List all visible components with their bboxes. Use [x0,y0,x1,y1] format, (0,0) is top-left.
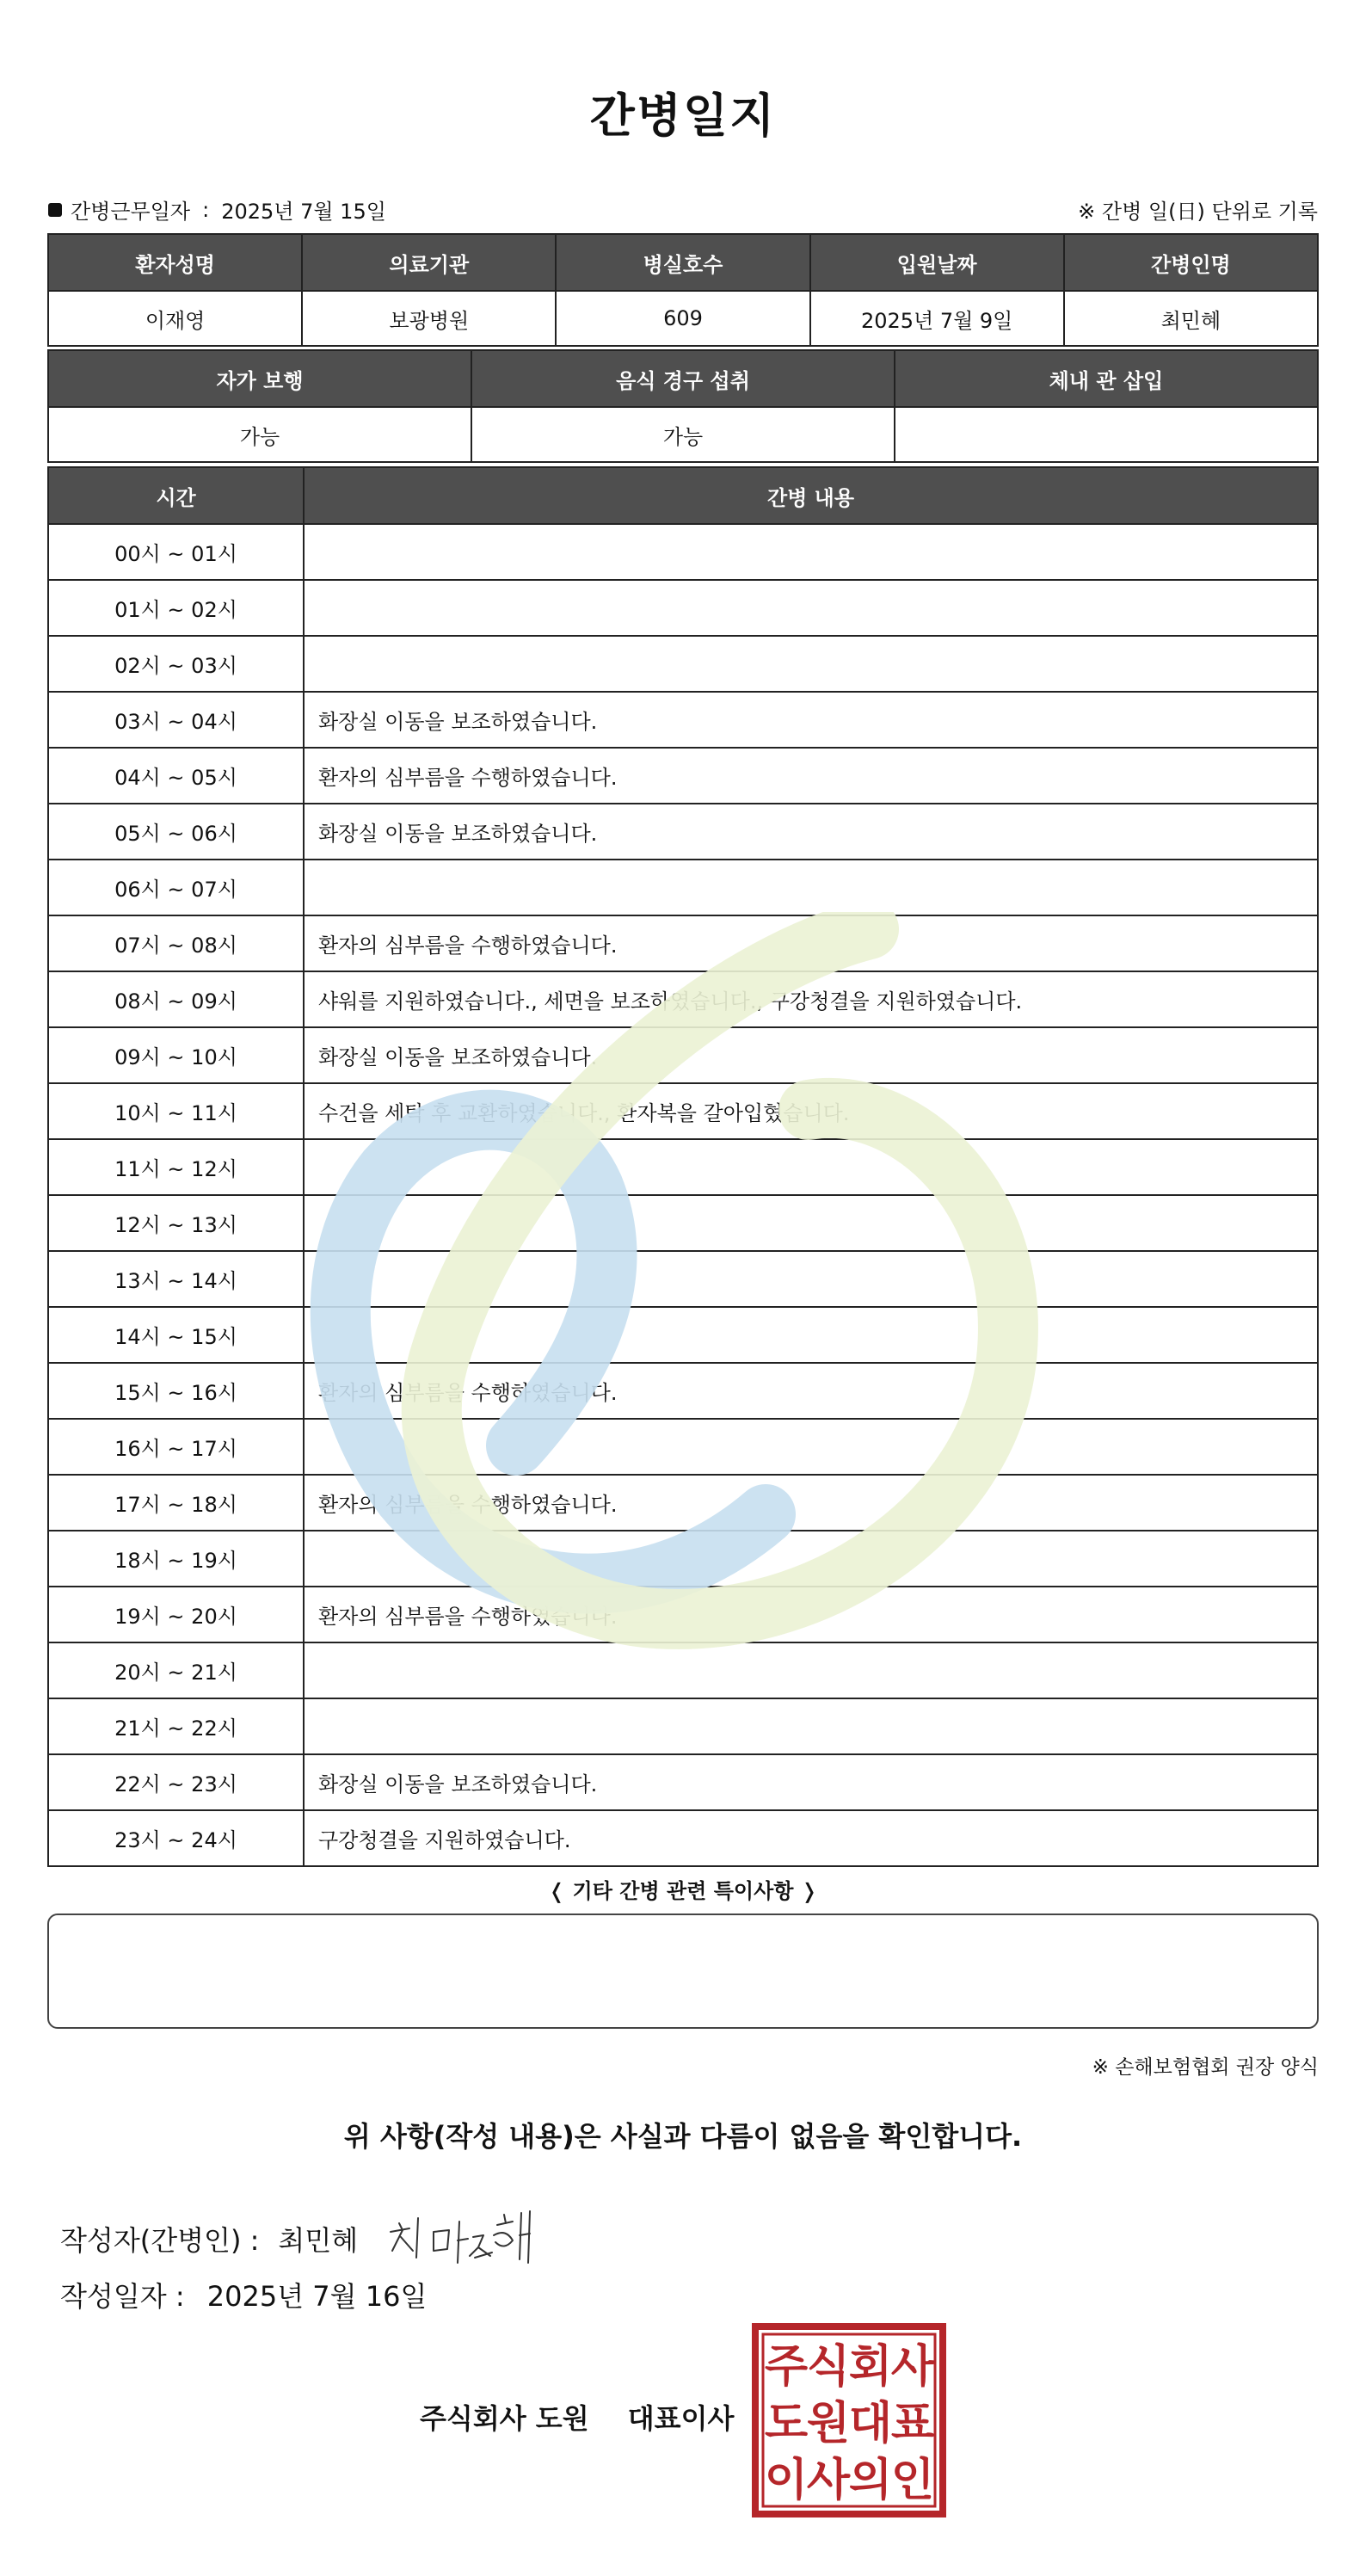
form-source-note: ※ 손해보험협회 권장 양식 [1092,2056,1319,2079]
seal-character: 사 [806,2455,851,2506]
schedule-row [48,1251,1318,1307]
schedule-row [48,860,1318,915]
schedule-row [48,1419,1318,1475]
patient-info-header-row [48,234,1318,291]
seal-character: 의 [848,2455,893,2506]
schedule-content: 화장실 이동을 보조하였습니다. [304,804,1318,860]
writer-line [60,2206,547,2271]
schedule-time: 16시 ~ 17시 [48,1419,304,1475]
schedule-time: 09시 ~ 10시 [48,1027,304,1083]
schedule-content: 환자의 심부름을 수행하였습니다. [304,1363,1318,1419]
schedule-header-row [48,467,1318,524]
schedule-content [304,1698,1318,1754]
schedule-content [304,860,1318,915]
header-self-walking: 자가 보행 [48,350,471,407]
schedule-time: 23시 ~ 24시 [48,1810,304,1866]
schedule-time: 13시 ~ 14시 [48,1251,304,1307]
schedule-time: 22시 ~ 23시 [48,1754,304,1810]
schedule-time: 00시 ~ 01시 [48,524,304,580]
seal-character: 대 [848,2398,893,2450]
schedule-row [48,915,1318,971]
header-hospital: 의료기관 [302,234,556,291]
schedule-row [48,1475,1318,1531]
schedule-row [48,1139,1318,1195]
schedule-content [304,1531,1318,1587]
special-notes-heading: ❬ 기타 간병 관련 특이사항 ❭ [548,1879,818,1903]
header-time: 시간 [48,467,304,524]
schedule-time: 21시 ~ 22시 [48,1698,304,1754]
schedule-content: 화장실 이동을 보조하였습니다. [304,1754,1318,1810]
schedule-time: 04시 ~ 05시 [48,748,304,804]
schedule-time: 06시 ~ 07시 [48,860,304,915]
patient-info-value-row [48,291,1318,346]
signature-image [384,2206,547,2271]
schedule-time: 11시 ~ 12시 [48,1139,304,1195]
writer-name: 최민혜 [278,2224,359,2257]
work-date [48,194,386,225]
header-oral-intake: 음식 경구 섭취 [471,350,895,407]
company-title: 대표이사 [627,2402,735,2435]
schedule-content: 환자의 심부름을 수행하였습니다. [304,1475,1318,1531]
hospital-name: 보광병원 [302,291,556,346]
seal-character: 회 [848,2341,893,2393]
seal-character: 사 [890,2341,935,2393]
header-admission-date: 입원날짜 [810,234,1064,291]
self-walking-value: 가능 [48,407,471,462]
special-notes-box [47,1914,1319,2029]
schedule-row [48,1642,1318,1698]
work-date-label: 간병근무일자 [71,200,191,224]
company-seal-stamp [752,2323,946,2517]
schedule-row [48,804,1318,860]
schedule-time: 15시 ~ 16시 [48,1363,304,1419]
schedule-time: 18시 ~ 19시 [48,1531,304,1587]
work-date-value: 2025년 7월 15일 [221,200,386,224]
patient-status-value-row [48,407,1318,462]
schedule-content: 화장실 이동을 보조하였습니다. [304,1027,1318,1083]
patient-info-table [47,233,1319,347]
schedule-row [48,1698,1318,1754]
admission-date: 2025년 7월 9일 [810,291,1064,346]
header-caregiver-name: 간병인명 [1064,234,1318,291]
company-signature [420,2397,734,2437]
schedule-time: 05시 ~ 06시 [48,804,304,860]
seal-character: 원 [806,2398,851,2450]
schedule-row [48,580,1318,636]
schedule-content: 수건을 세탁 후 교환하였습니다., 환자복을 갈아입혔습니다. [304,1083,1318,1139]
schedule-row [48,1027,1318,1083]
care-schedule-table [47,466,1319,1867]
work-date-separator: : [202,197,210,222]
schedule-time: 17시 ~ 18시 [48,1475,304,1531]
tube-insertion-value [895,407,1318,462]
schedule-content: 환자의 심부름을 수행하였습니다. [304,915,1318,971]
caregiver-name: 최민혜 [1064,291,1318,346]
seal-character: 식 [806,2341,851,2393]
schedule-row [48,748,1318,804]
schedule-time: 03시 ~ 04시 [48,692,304,748]
schedule-row [48,1754,1318,1810]
header-tube-insertion: 체내 관 삽입 [895,350,1318,407]
oral-intake-value: 가능 [471,407,895,462]
patient-status-header-row [48,350,1318,407]
schedule-time: 07시 ~ 08시 [48,915,304,971]
schedule-content [304,1251,1318,1307]
header-room-number: 병실호수 [556,234,809,291]
schedule-row [48,1363,1318,1419]
schedule-time: 20시 ~ 21시 [48,1642,304,1698]
schedule-time: 19시 ~ 20시 [48,1587,304,1642]
schedule-time: 12시 ~ 13시 [48,1195,304,1251]
page-title: 간병일지 [589,89,777,143]
schedule-row [48,1531,1318,1587]
schedule-body [48,524,1318,1866]
seal-character: 주 [764,2341,809,2393]
schedule-content [304,1139,1318,1195]
written-date-value: 2025년 7월 16일 [206,2280,428,2313]
schedule-row [48,524,1318,580]
schedule-content [304,1307,1318,1363]
schedule-time: 01시 ~ 02시 [48,580,304,636]
schedule-content: 구강청결을 지원하였습니다. [304,1810,1318,1866]
schedule-content: 환자의 심부름을 수행하였습니다. [304,1587,1318,1642]
schedule-content [304,1642,1318,1698]
written-date-line [60,2275,427,2314]
seal-character: 표 [890,2398,935,2450]
schedule-row [48,1083,1318,1139]
schedule-content: 샤워를 지원하였습니다., 세면을 보조하였습니다., 구강청결을 지원하였습니다. [304,971,1318,1027]
company-name: 주식회사 도원 [420,2402,589,2435]
schedule-content: 환자의 심부름을 수행하였습니다. [304,748,1318,804]
confirmation-statement: 위 사항(작성 내용)은 사실과 다름이 없음을 확인합니다. [343,2120,1023,2153]
schedule-time: 14시 ~ 15시 [48,1307,304,1363]
schedule-content: 화장실 이동을 보조하였습니다. [304,692,1318,748]
patient-name: 이재영 [48,291,302,346]
schedule-row [48,971,1318,1027]
schedule-row [48,1307,1318,1363]
square-bullet-icon [48,203,62,217]
schedule-row [48,1810,1318,1866]
header-care-content: 간병 내용 [304,467,1318,524]
seal-character: 도 [764,2398,809,2450]
schedule-row [48,1195,1318,1251]
patient-status-table [47,349,1319,463]
record-unit-note: ※ 간병 일(日) 단위로 기록 [1078,200,1318,224]
schedule-content [304,524,1318,580]
schedule-content [304,636,1318,692]
schedule-time: 10시 ~ 11시 [48,1083,304,1139]
schedule-content [304,1195,1318,1251]
schedule-time: 08시 ~ 09시 [48,971,304,1027]
seal-character: 인 [890,2455,935,2506]
schedule-content [304,1419,1318,1475]
schedule-content [304,580,1318,636]
written-date-label: 작성일자 : [60,2280,185,2313]
schedule-row [48,636,1318,692]
room-number: 609 [556,291,809,346]
schedule-row [48,692,1318,748]
schedule-row [48,1587,1318,1642]
schedule-time: 02시 ~ 03시 [48,636,304,692]
meta-row [48,194,1318,224]
header-patient-name: 환자성명 [48,234,302,291]
seal-character: 이 [764,2455,809,2506]
writer-label: 작성자(간병인) : [60,2224,260,2257]
